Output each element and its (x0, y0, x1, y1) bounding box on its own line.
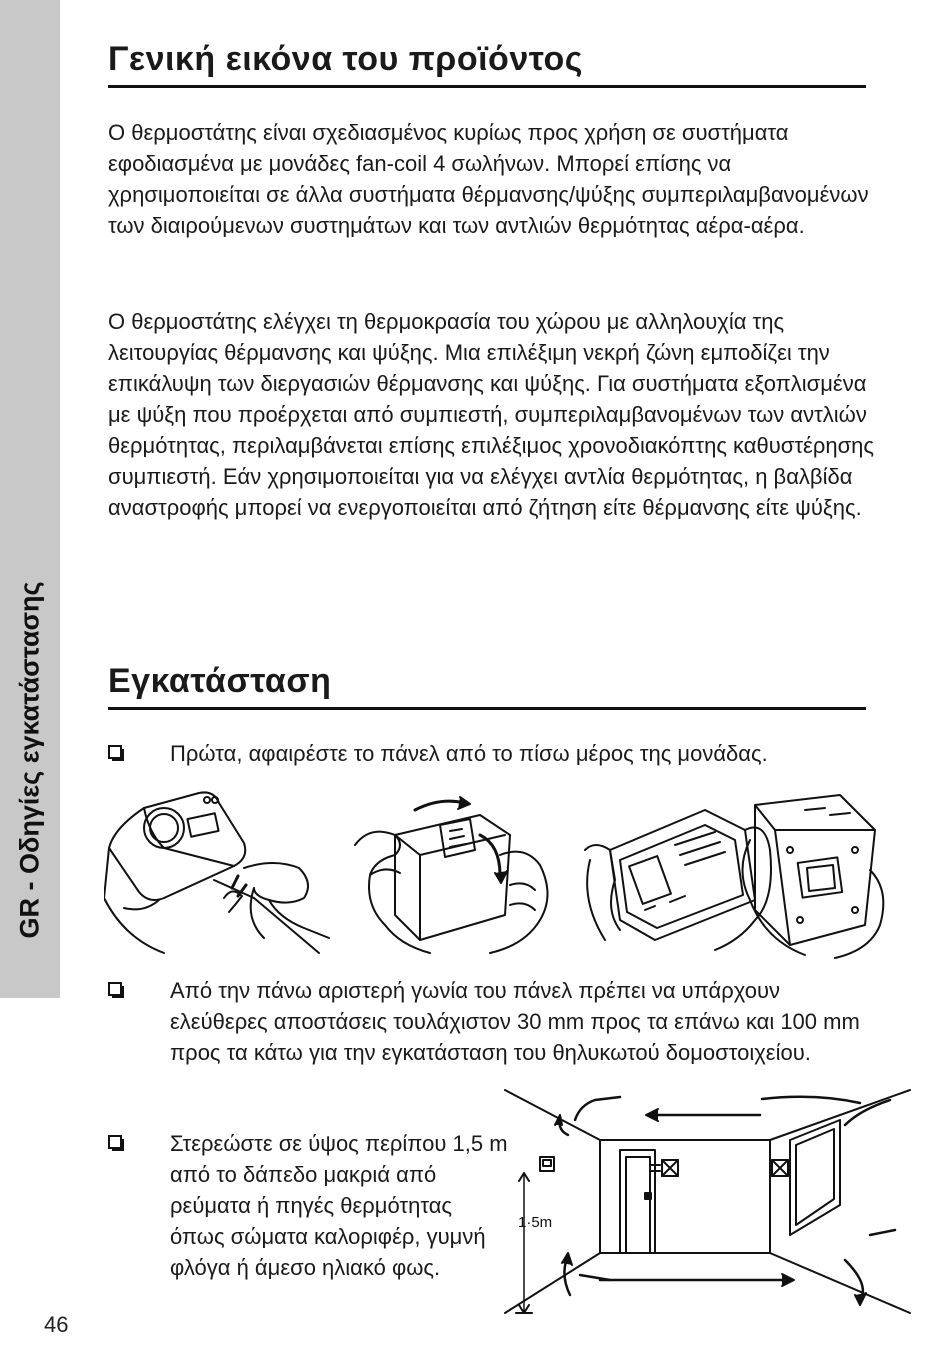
height-label: 1·5m (518, 1214, 553, 1231)
side-tab-label: GR - Οδηγίες εγκατάστασης (14, 581, 45, 939)
bullet-text: Πρώτα, αφαιρέστε το πάνελ από το πίσω μέρος της μονάδας. (170, 741, 768, 766)
bullet-text: Από την πάνω αριστερή γωνία του πάνελ πρέπει να υπάρχουν ελεύθερες αποστάσεις τουλάχιστον 30 mm προς τα επάνω και 100 mm προς τα κάτω για την εγκατάσταση του θηλυκωτού δομοστοιχείου. (170, 978, 860, 1065)
room-placement-diagram (500, 1085, 920, 1325)
bullet-text: Στερεώστε σε ύψος περίπου 1,5 m από το δάπεδο μακριά από ρεύματα ή πηγές θερμότητας όπως σώματα καλοριφέρ, γυμνή φλόγα ή άμεσο ηλιακό φως. (170, 1131, 508, 1280)
illustration-remove-panel (104, 788, 334, 958)
illustration-open-unit (575, 790, 895, 960)
illustration-lift-panel (350, 795, 560, 960)
overview-paragraph-2: Ο θερμοστάτης ελέγχει τη θερμοκρασία του χώρου με αλληλουχία της λειτουργίας θέρμανσης και ψύξης. Μια επιλέξιμη νεκρή ζώνη εμποδίζει την επικάλυψη των διεργασιών θέρμανσης και ψύξης. Για συστήματα εξοπλισμένα με ψύξη που προέρχεται από συμπιεστή, συμπεριλαμβανομένων των αντλιών θερμότητας, περιλαμβάνεται επίσης επιλέξιμος χρονοδιακόπτης καθυστέρησης συμπιεστή. Εάν χρησιμοποιείται για να ελέγχει αντλία θερμότητας, η βαλβίδα αναστροφής μπορεί να ενεργοποιείται από ζήτηση είτε θέρμανσης είτε ψύξης. (108, 309, 875, 520)
section-title-overview: Γενική εικόνα του προϊόντος (108, 40, 866, 88)
overview-paragraph-1: Ο θερμοστάτης είναι σχεδιασμένος κυρίως προς χρήση σε συστήματα εφοδιασμένα με μονάδες fan-coil 4 σωλήνων. Μπορεί επίσης να χρησιμοποιείται σε άλλα συστήματα θέρμανσης/ψύξης συμπεριλαμβανομένων των διαιρούμενων συστημάτων και των αντλιών θερμότητας αέρα-αέρα. (108, 120, 869, 238)
checkbox-bullet-icon (108, 1135, 122, 1149)
checkbox-bullet-icon (108, 982, 122, 996)
side-tab (0, 0, 60, 998)
page-number: 46 (44, 1312, 69, 1337)
section-title-installation: Εγκατάσταση (108, 662, 866, 710)
checkbox-bullet-icon (108, 745, 122, 759)
